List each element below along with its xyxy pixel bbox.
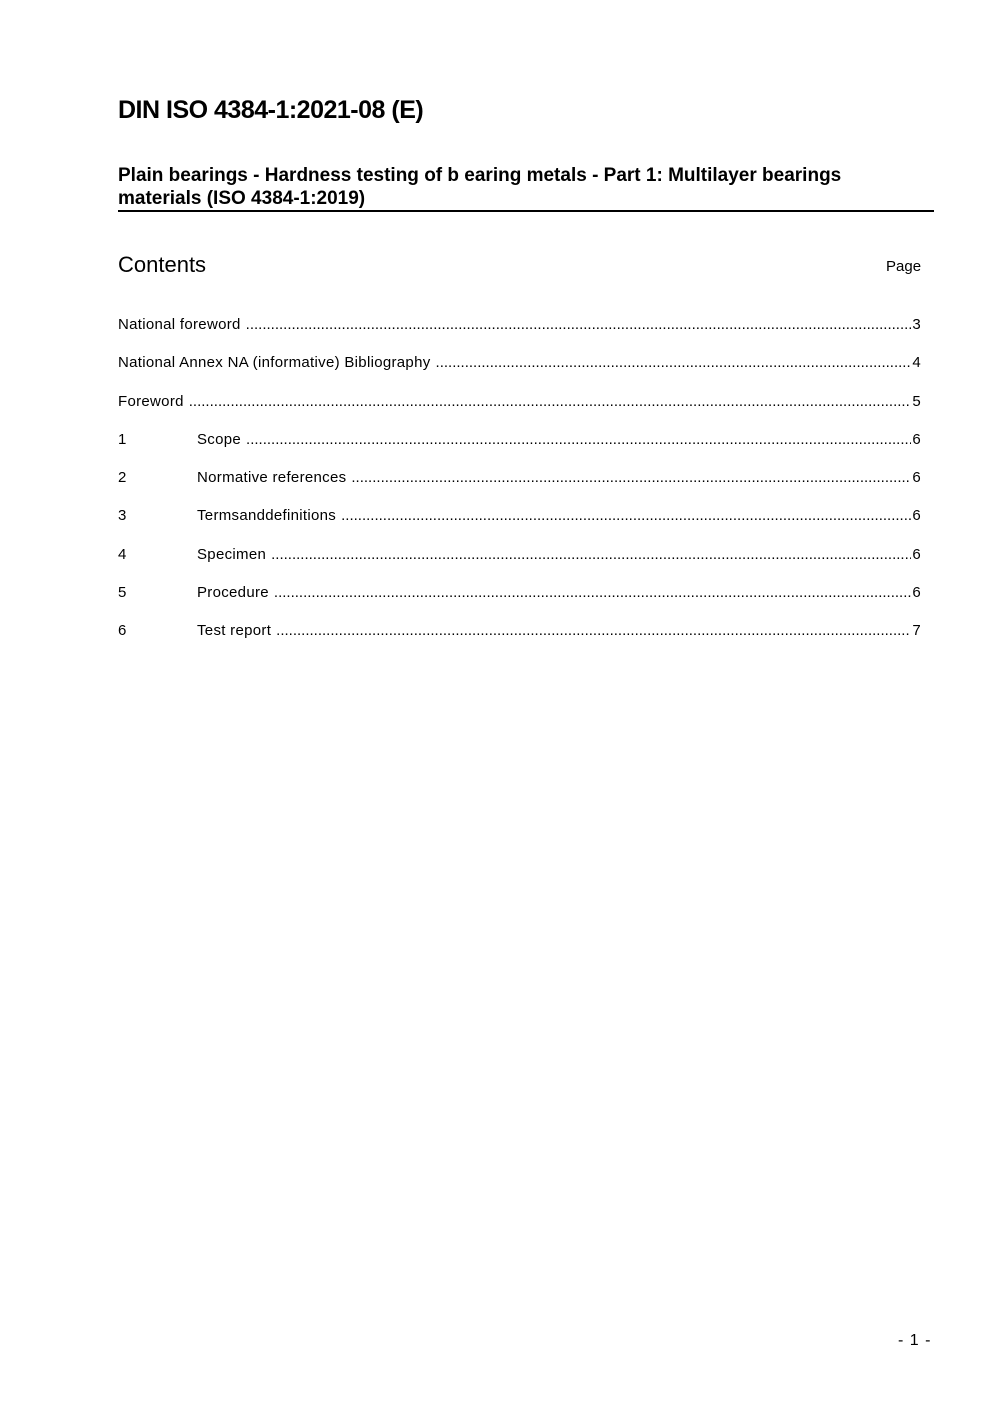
toc-entry-procedure[interactable] — [118, 582, 921, 620]
toc-entry-title: Specimen — [197, 545, 267, 563]
toc-dot-leader — [246, 429, 911, 451]
page-column-label: Page — [886, 258, 922, 275]
toc-entry-title: Termsanddefinitions — [197, 507, 337, 525]
toc-dot-leader — [436, 352, 912, 374]
toc-entry-page: 3 — [912, 316, 921, 333]
toc-entry-page: 6 — [912, 430, 921, 448]
toc-entry-page: 4 — [912, 354, 921, 372]
toc-entry-number: 5 — [118, 584, 127, 602]
toc-dot-leader — [271, 544, 911, 566]
toc-entry-number: 3 — [118, 507, 127, 525]
toc-dot-leader — [276, 620, 911, 642]
toc-entry-specimen[interactable] — [118, 544, 921, 582]
toc-entry-scope[interactable] — [118, 429, 921, 467]
toc-entry-foreword[interactable] — [118, 391, 921, 429]
document-subtitle: Plain bearings - Hardness testing of b earing metals - Part 1: Multilayer bearings materials (ISO 4384-1:2019) — [118, 165, 842, 209]
toc-dot-leader — [274, 582, 911, 604]
toc-dot-leader — [189, 391, 912, 413]
toc-entry-title: Normative references — [197, 469, 347, 487]
toc-entry-page: 6 — [912, 469, 921, 487]
toc-entry-number: 4 — [118, 545, 127, 563]
toc-entry-title: Scope — [197, 430, 242, 448]
title-divider — [118, 210, 934, 212]
toc-entry-national-annex[interactable] — [118, 352, 921, 390]
toc-entry-page: 6 — [912, 545, 921, 563]
toc-entry-terms-and-definitions[interactable] — [118, 505, 921, 543]
toc-entry-number: 6 — [118, 622, 127, 640]
contents-heading: Contents — [118, 252, 207, 277]
toc-entry-title: Procedure — [197, 584, 269, 602]
toc-entry-number: 1 — [118, 430, 127, 448]
toc-entry-national-foreword[interactable] — [118, 314, 921, 352]
toc-dot-leader — [246, 314, 912, 336]
toc-entry-title: National Annex NA (informative) Bibliography — [118, 354, 431, 372]
toc-entry-title: Foreword — [118, 392, 184, 410]
toc-entry-test-report[interactable] — [118, 620, 921, 658]
toc-dot-leader — [351, 467, 911, 489]
toc-entry-title: Test report — [197, 622, 272, 640]
toc-entry-page: 6 — [912, 584, 921, 602]
toc-entry-page: 5 — [912, 392, 921, 410]
toc-entry-title: National foreword — [118, 316, 241, 333]
document-title: DIN ISO 4384-1:2021-08 (E) — [118, 96, 424, 124]
toc-entry-normative-references[interactable] — [118, 467, 921, 505]
toc-entry-number: 2 — [118, 469, 127, 487]
toc-entry-page: 6 — [912, 507, 921, 525]
table-of-contents — [118, 314, 921, 659]
toc-dot-leader — [341, 505, 911, 527]
toc-entry-page: 7 — [912, 622, 921, 640]
page-number-footer: - 1 - — [898, 1332, 932, 1349]
